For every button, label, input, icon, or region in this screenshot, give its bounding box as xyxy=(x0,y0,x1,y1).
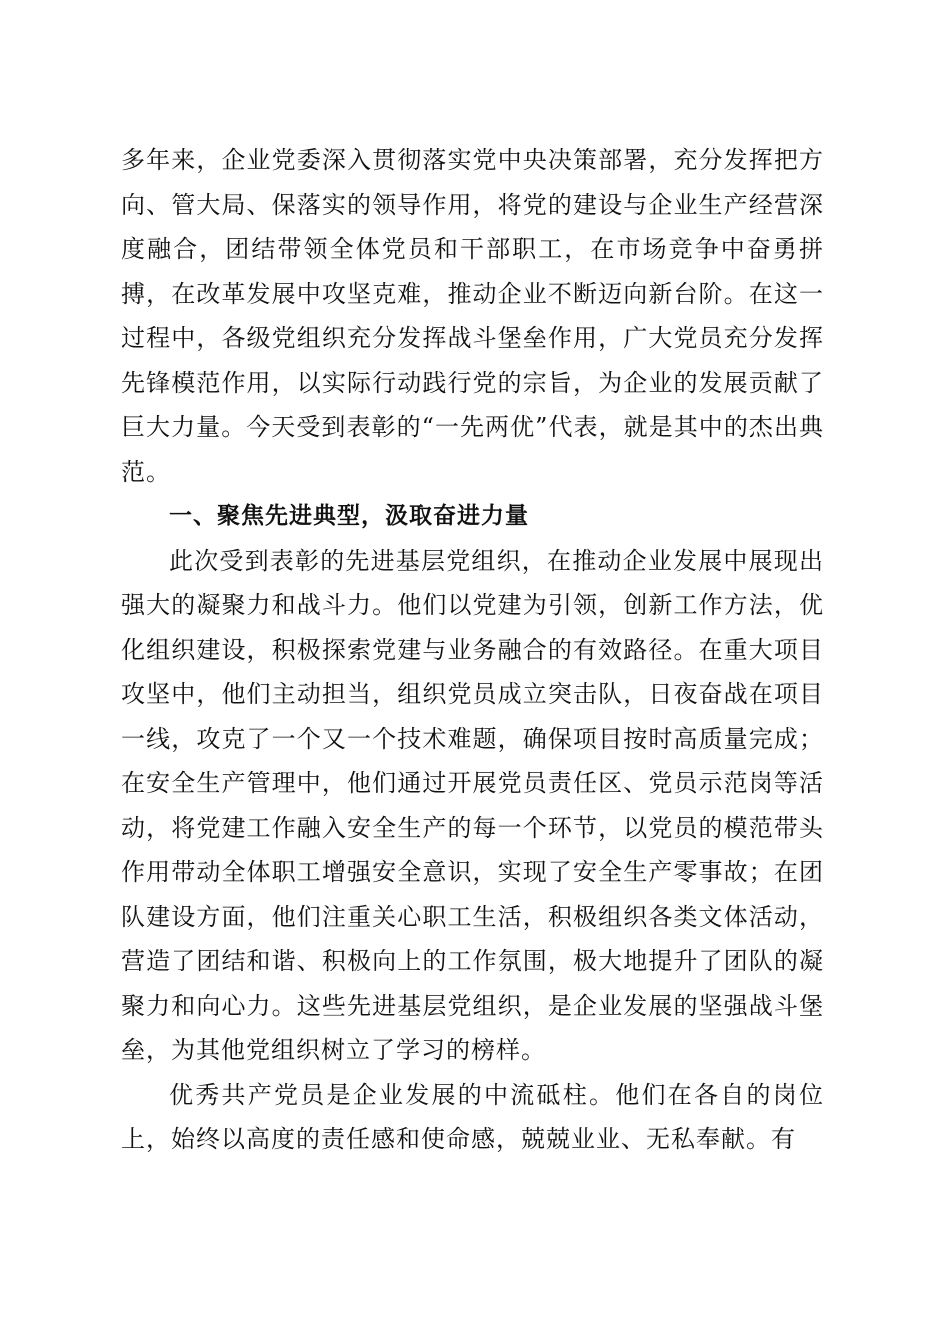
document-body xyxy=(121,138,824,1162)
paragraph-grassroots-organizations: 此次受到表彰的先进基层党组织，在推动企业发展中展现出强大的凝聚力和战斗力。他们以党建为引领，创新工作方法，优化组织建设，积极探索党建与业务融合的有效路径。在重大项目攻坚中，他们主动担当，组织党员成立突击队，日夜奋战在项目一线，攻克了一个又一个技术难题，确保项目按时高质量完成；在安全生产管理中，他们通过开展党员责任区、党员示范岗等活动，将党建工作融入安全生产的每一个环节，以党员的模范带头作用带动全体职工增强安全意识，实现了安全生产零事故；在团队建设方面，他们注重关心职工生活，积极组织各类文体活动，营造了团结和谐、积极向上的工作氛围，极大地提升了团队的凝聚力和向心力。这些先进基层党组织，是企业发展的坚强战斗堡垒，为其他党组织树立了学习的榜样。 xyxy=(121,546,824,1064)
section-heading-1: 一、聚焦先进典型，汲取奋进力量 xyxy=(169,503,529,529)
paragraph-intro: 多年来，企业党委深入贯彻落实党中央决策部署，充分发挥把方向、管大局、保落实的领导作用，将党的建设与企业生产经营深度融合，团结带领全体党员和干部职工，在市场竞争中奋勇拼搏，在改革发展中攻坚克难，推动企业不断迈向新台阶。在这一过程中，各级党组织充分发挥战斗堡垒作用，广大党员充分发挥先锋模范作用，以实际行动践行党的宗旨，为企业的发展贡献了巨大力量。今天受到表彰的“一先两优”代表，就是其中的杰出典范。 xyxy=(121,146,824,486)
paragraph-outstanding-members: 优秀共产党员是企业发展的中流砥柱。他们在各自的岗位上，始终以高度的责任感和使命感，兢兢业业、无私奉献。有 xyxy=(121,1080,824,1153)
